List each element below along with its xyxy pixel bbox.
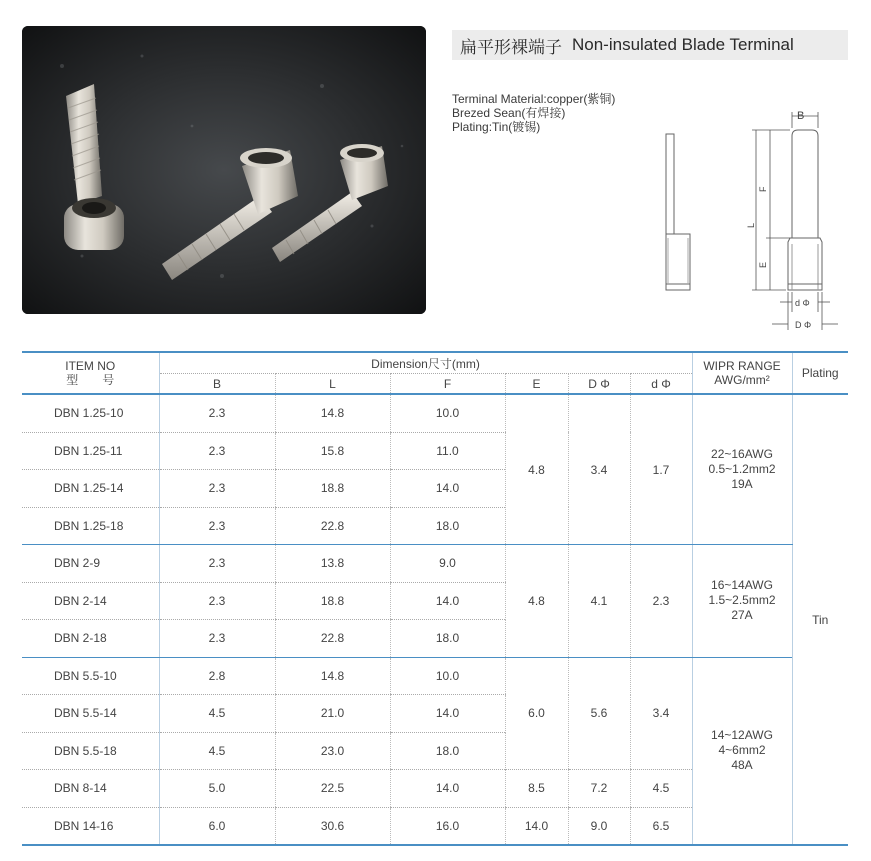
- cell-d-large: 7.2: [568, 770, 630, 808]
- cell-e: 8.5: [505, 770, 568, 808]
- cell-b: 2.3: [159, 620, 275, 658]
- product-photo: [22, 26, 426, 314]
- header-range-unit: AWG/mm²: [714, 373, 770, 387]
- cell-d-large: 5.6: [568, 657, 630, 770]
- range-amp: 19A: [731, 477, 753, 491]
- spec-table: [22, 351, 848, 846]
- cell-item: DBN 14-16: [22, 807, 159, 845]
- header-d-small: d Φ: [630, 374, 692, 395]
- cell-b: 2.3: [159, 582, 275, 620]
- spec-list: [452, 92, 615, 134]
- cell-item: DBN 2-18: [22, 620, 159, 658]
- header-f: F: [390, 374, 505, 395]
- cell-d-small: 2.3: [630, 545, 692, 658]
- cell-b: 2.3: [159, 507, 275, 545]
- cell-e: 6.0: [505, 657, 568, 770]
- cell-e: 4.8: [505, 545, 568, 658]
- dim-label-f: F: [758, 186, 768, 192]
- header-item-en: ITEM NO: [65, 359, 116, 373]
- header-range-title: WIPR RANGE: [703, 359, 781, 373]
- range-mm2: 1.5~2.5mm2: [708, 593, 776, 608]
- cell-l: 13.8: [275, 545, 390, 583]
- range-amp: 48A: [731, 758, 753, 773]
- cell-b: 6.0: [159, 807, 275, 845]
- cell-b: 2.3: [159, 394, 275, 432]
- cell-f: 18.0: [390, 620, 505, 658]
- cell-l: 30.6: [275, 807, 390, 845]
- cell-item: DBN 8-14: [22, 770, 159, 808]
- cell-range: [692, 657, 792, 845]
- header-item-zh: 型 号: [66, 373, 115, 387]
- cell-f: 14.0: [390, 470, 505, 508]
- cell-item: DBN 1.25-11: [22, 432, 159, 470]
- cell-f: 18.0: [390, 507, 505, 545]
- table-row: [22, 394, 848, 432]
- cell-item: DBN 1.25-10: [22, 394, 159, 432]
- dimension-diagram: [640, 108, 850, 338]
- cell-l: 23.0: [275, 732, 390, 770]
- cell-b: 2.3: [159, 470, 275, 508]
- title-english: Non-insulated Blade Terminal: [572, 35, 794, 54]
- cell-item: DBN 2-14: [22, 582, 159, 620]
- cell-f: 14.0: [390, 695, 505, 733]
- cell-item: DBN 2-9: [22, 545, 159, 583]
- cell-b: 5.0: [159, 770, 275, 808]
- cell-l: 18.8: [275, 582, 390, 620]
- range-mm2: 0.5~1.2mm2: [708, 462, 776, 476]
- cell-range: [692, 545, 792, 658]
- cell-d-large: 9.0: [568, 807, 630, 845]
- spec-brazed: Brezed Sean(有焊接): [452, 106, 566, 120]
- cell-f: 11.0: [390, 432, 505, 470]
- range-awg: 22~16AWG: [711, 447, 773, 461]
- page-title: [452, 30, 848, 60]
- cell-l: 14.8: [275, 657, 390, 695]
- cell-l: 18.8: [275, 470, 390, 508]
- cell-e: 4.8: [505, 394, 568, 545]
- cell-item: DBN 5.5-10: [22, 657, 159, 695]
- cell-item: DBN 5.5-14: [22, 695, 159, 733]
- cell-b: 2.3: [159, 432, 275, 470]
- header-range: [692, 352, 792, 394]
- cell-item: DBN 1.25-18: [22, 507, 159, 545]
- range-awg: 14~12AWG: [711, 728, 773, 743]
- cell-d-large: 4.1: [568, 545, 630, 658]
- cell-f: 9.0: [390, 545, 505, 583]
- cell-d-small: 3.4: [630, 657, 692, 770]
- cell-d-small: 4.5: [630, 770, 692, 808]
- header-dimension: Dimension尺寸(mm): [159, 352, 692, 374]
- header-plating: Plating: [792, 352, 848, 394]
- cell-d-small: 1.7: [630, 394, 692, 545]
- cell-f: 14.0: [390, 770, 505, 808]
- title-chinese: 扁平形裸端子: [460, 37, 562, 57]
- table-row: [22, 657, 848, 695]
- cell-range: [692, 394, 792, 545]
- cell-l: 15.8: [275, 432, 390, 470]
- cell-d-small: 6.5: [630, 807, 692, 845]
- cell-l: 14.8: [275, 394, 390, 432]
- cell-f: 16.0: [390, 807, 505, 845]
- cell-b: 4.5: [159, 732, 275, 770]
- cell-l: 22.8: [275, 620, 390, 658]
- cell-l: 21.0: [275, 695, 390, 733]
- cell-plating: Tin: [792, 394, 848, 845]
- cell-f: 10.0: [390, 657, 505, 695]
- header-d-large: D Φ: [568, 374, 630, 395]
- dim-label-d-large: D Φ: [795, 320, 812, 330]
- cell-item: DBN 1.25-14: [22, 470, 159, 508]
- cell-f: 10.0: [390, 394, 505, 432]
- dim-label-e: E: [758, 261, 768, 268]
- range-amp: 27A: [731, 608, 753, 623]
- dim-label-l: L: [746, 222, 756, 228]
- cell-b: 4.5: [159, 695, 275, 733]
- cell-item: DBN 5.5-18: [22, 732, 159, 770]
- terminals-illustration: [22, 26, 426, 314]
- cell-f: 14.0: [390, 582, 505, 620]
- header-e: E: [505, 374, 568, 395]
- cell-l: 22.8: [275, 507, 390, 545]
- header-b: B: [159, 374, 275, 395]
- cell-b: 2.3: [159, 545, 275, 583]
- cell-f: 18.0: [390, 732, 505, 770]
- table-row: [22, 545, 848, 583]
- range-mm2: 4~6mm2: [718, 743, 766, 758]
- cell-l: 22.5: [275, 770, 390, 808]
- range-awg: 16~14AWG: [711, 578, 773, 593]
- cell-e: 14.0: [505, 807, 568, 845]
- cell-d-large: 3.4: [568, 394, 630, 545]
- dim-label-b: B: [797, 110, 805, 122]
- header-item: [22, 352, 159, 394]
- header-l: L: [275, 374, 390, 395]
- spec-material: Terminal Material:copper(紫铜): [452, 92, 616, 106]
- dim-label-d-small: d Φ: [795, 298, 810, 308]
- spec-plating: Plating:Tin(镀锡): [452, 120, 541, 134]
- cell-b: 2.8: [159, 657, 275, 695]
